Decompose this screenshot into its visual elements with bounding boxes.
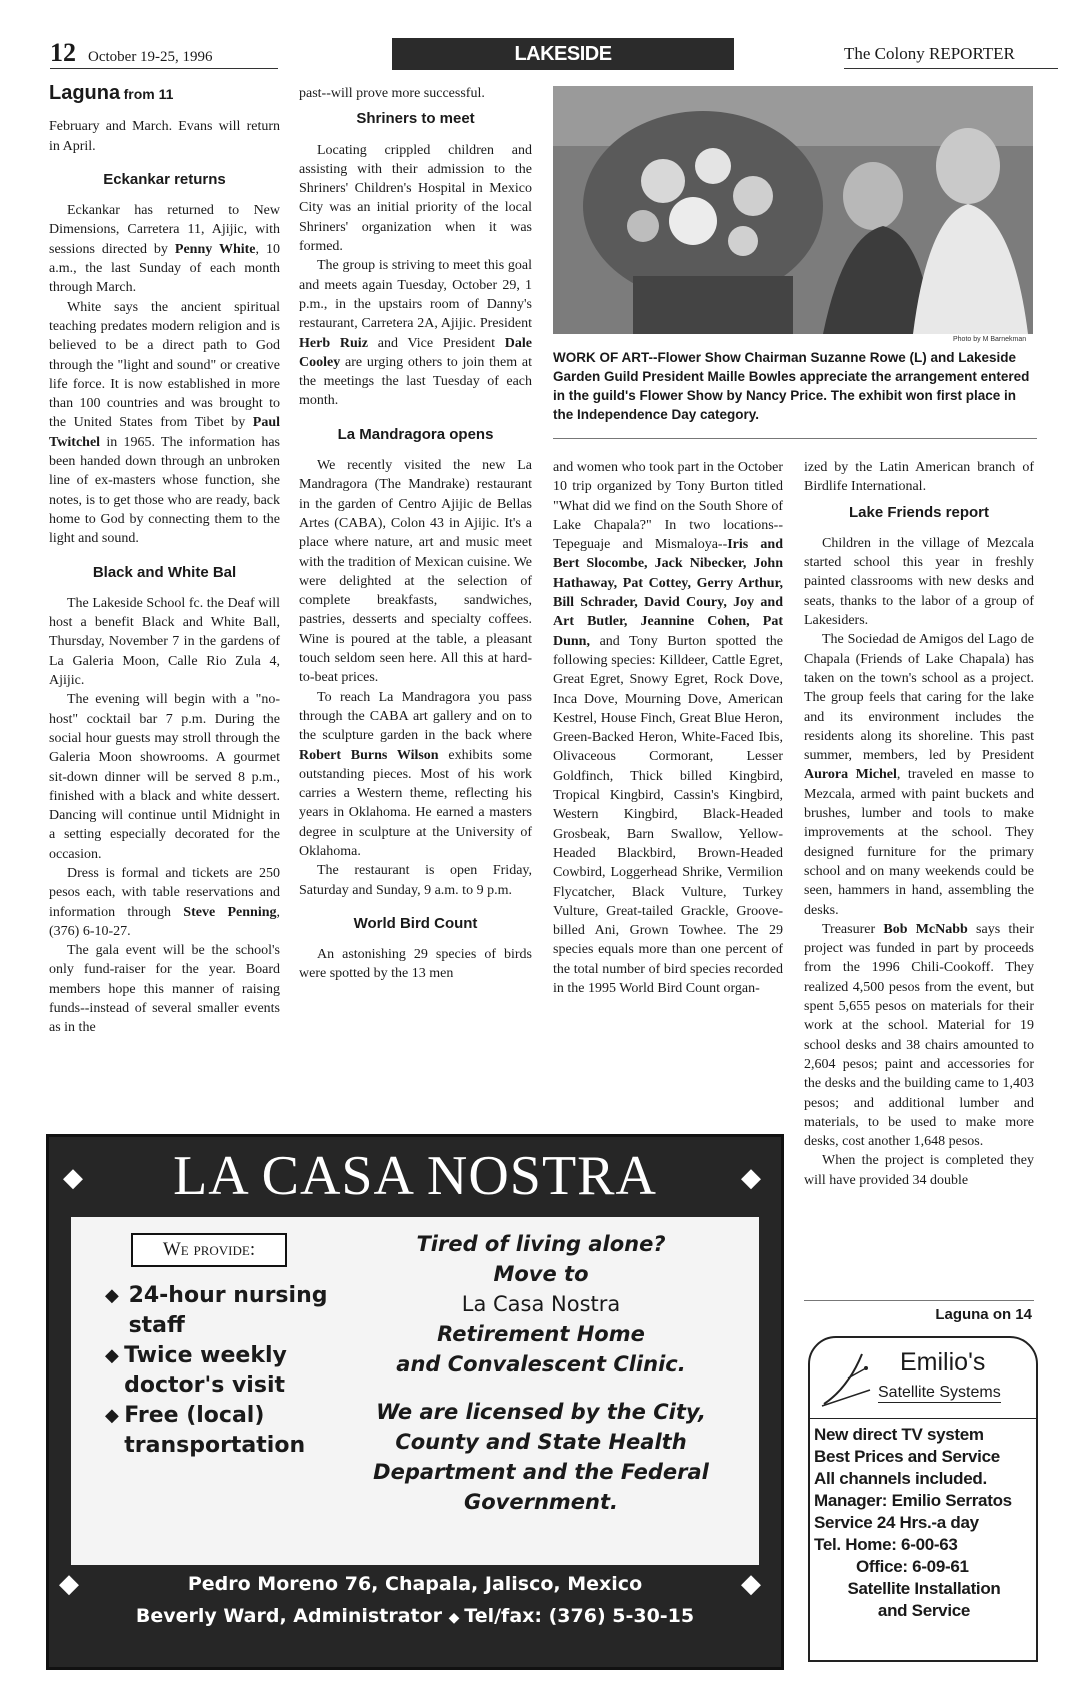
jump-rule: [804, 1300, 1034, 1301]
paragraph: Dress is formal and tickets are 250 pesos each, with table reservations and information through Steve Penning, (376) 6-10-27.: [49, 865, 281, 939]
column-1: [49, 84, 280, 1038]
ad-address: Pedro Moreno 76, Chapala, Jalisco, Mexico: [187, 1573, 643, 1595]
licensing-text: We are licensed by the City, County and State Health Department and the Federal Government.: [373, 1400, 709, 1514]
emilio-satellite-ad: [808, 1336, 1038, 1662]
detail-line: New direct TV system: [814, 1425, 984, 1444]
paragraph: The gala event will be the school's only fund-raiser for the year. Board members hope this manner of raising funds--instead of several smaller events as in the: [49, 943, 280, 1036]
phone-fax: Tel/fax: (376) 5-30-15: [464, 1605, 695, 1627]
ad-title: LA CASA NOSTRA: [173, 1145, 657, 1207]
bullet-diamond-icon: ◆: [105, 1345, 119, 1366]
we-provide-label: We provide:: [162, 1239, 256, 1260]
ad-content-panel: [71, 1217, 759, 1565]
office-phone: Office: 6-09-61: [856, 1557, 969, 1576]
home-type-2: and Convalescent Clinic.: [396, 1352, 686, 1376]
continuation-header: [49, 84, 280, 105]
paper-name: The Colony REPORTER: [844, 44, 1015, 63]
heading-black-white-ball: Black and White Bal: [92, 563, 237, 581]
detail-line: Manager: Emilio Serratos: [814, 1491, 1012, 1510]
casa-nostra-ad: [46, 1134, 784, 1670]
paragraph: and women who took part in the October 10 trip organized by Tony Burton titled "What did we find on the South Shore of Lake Chapala?" In two locations--Tepeguaje and Mismaloya--Iris and Bert Slocombe, Jack Nibecker, John Hathaway, Pat Cottey, Gerry Arthur, Bill Schrader, David Coury, Joy and Art Butler, Jeannine Cohen, Pat Dunn, and Tony Burton spotted the following species: Killdeer, Cattle Egret, Great Egret, Snowy Egret, Rock Dove, Inca Dove, Mourning Dove, American Kestrel, House Finch, Great Blue Heron, Green-Backed Heron, White-Faced Ibis, Olivaceous Cormorant, Lesser Goldfinch, Thick billed Kingbird, Tropical Kingbird, Cassin's Kingbird, Western Kingbird, Black-Headed Grosbeak, Barn Swallow, Yellow-Headed Blackbird, Brown-Headed Cowbird, Loggerhead Shrike, Vermilion Flycatcher, Black Vulture, Turkey Vulture, Great-tailed Grackle, Groove-billed Ani, Grown Towhee. The 29 species equals more than one percent of the total number of bird species recorded in the 1995 World Bird Count organ-: [553, 460, 783, 997]
section-banner: LAKESIDE: [392, 38, 734, 70]
continuation-from: from 11: [123, 86, 174, 102]
services-list: [105, 1281, 335, 1461]
paragraph: We recently visited the new La Mandragora (The Mandrake) restaurant in the garden of Centro Ajijic de Bellas Artes (CABA), Colon 43 in Ajijic. It's a place where nature, art and music meet with the tradition of Mexican cuisine. We were delighted at the selection of complete breakfasts, sandwiches, pastries, desserts and specialty coffees. Wine is poured at the table, a pleasant touch seldom seen here. All this at hard-to-beat prices.: [299, 458, 532, 686]
home-type-1: Retirement Home: [437, 1322, 645, 1346]
install-line-1: Satellite Installation: [847, 1579, 1001, 1598]
paragraph: White says the ancient spiritual teaching predates modern religion and is believed to be a direct path to God through the "light and sound" or creative life force. It is now established in more than 100 countries and was brought to the United States from Tibet by Paul Twitchel in 1965. The information has been handed down through an unbroken line of ex-masters whose function, she notes, is to get those who are ready, back home to God by connecting them to the light and sound.: [49, 299, 280, 547]
paragraph: The evening will begin with a "no-host" cocktail bar 7 p.m. During the social hour guests may stroll through the Galeria Moon showrooms. A gourmet sit-down dinner will be served 8 p.m., finished with a black and white dessert. Dancing will continue until Midnight in a setting especially decorated for the occasion.: [49, 692, 280, 862]
paragraph: The restaurant is open Friday, Saturday and Sunday, 9 a.m. to 9 p.m.: [299, 863, 532, 898]
service-item: ◆ Twice weekly doctor's visit: [105, 1341, 335, 1401]
bullet-diamond-icon: ◆: [105, 1285, 119, 1306]
caption-rule: [553, 438, 1037, 439]
paragraph: Eckankar has returned to New Dimensions, Carretera 11, Ajijic, with sessions directed by Penny White, 10 a.m., the last Sunday of each month through March.: [49, 203, 281, 296]
emilio-details: [814, 1424, 1034, 1622]
paragraph: When the project is completed they will have provided 34 double: [804, 1153, 1034, 1188]
detail-line: Tel. Home: 6-00-63: [814, 1535, 958, 1554]
ad-contact: [89, 1605, 741, 1627]
service-item: ◆ 24-hour nursing staff: [105, 1281, 335, 1341]
photo-image: [553, 86, 1033, 334]
paragraph: ized by the Latin American branch of Birdlife International.: [804, 460, 1034, 495]
ad-diamond-right: ◆: [741, 1163, 761, 1192]
column-4: [804, 458, 1034, 1190]
paragraph: To reach La Mandragora you pass through the CABA art gallery and on to the sculpture garden in the back where Robert Burns Wilson exhibits some outstanding pieces. Most of his work carries a Western theme, reflecting his years in Oklahoma. He earned a masters degree in sculpture at the University of Oklahoma.: [299, 689, 532, 859]
ad-footer-diamond-left: ◆: [59, 1569, 79, 1598]
paragraph: Children in the village of Mezcala started school this year in freshly painted classrooms with new desks and seats, thanks to the labor of a group of Lakesiders.: [804, 535, 1034, 629]
administrator: Beverly Ward, Administrator: [135, 1605, 443, 1627]
flower-show-photo: [553, 86, 1033, 334]
masthead-rule-left: [50, 68, 278, 69]
service-item: ◆ Free (local) transportation: [105, 1401, 335, 1461]
paragraph: An astonishing 29 species of birds were spotted by the 13 men: [299, 947, 532, 982]
photo-caption: WORK OF ART--Flower Show Chairman Suzanne Rowe (L) and Lakeside Garden Guild President Maille Bowles appreciate the arrangement entered in the guild's Flower Show by Nancy Price. The exhibit won first place in the Independence Day category.: [553, 350, 1030, 422]
issue-date: October 19-25, 1996: [88, 49, 213, 65]
ad-pitch: [341, 1229, 741, 1517]
detail-line: Service 24 Hrs.-a day: [814, 1513, 979, 1532]
home-name: La Casa Nostra: [461, 1292, 621, 1316]
masthead: [44, 36, 1060, 70]
detail-line: Best Prices and Service: [814, 1447, 1000, 1466]
jump-line: Laguna on 14: [935, 1306, 1032, 1323]
ad-footer-diamond-right: ◆: [741, 1569, 761, 1598]
paragraph: The group is striving to meet this goal and meets again Tuesday, October 29, 1 p.m., in the upstairs room of Danny's restaurant, Carretera 2A, Ajijic. President Herb Ruiz and Vice President Dale Cooley are urging others to join them at the meetings the last Tuesday of each month.: [299, 258, 533, 409]
ad-diamond-left: ◆: [63, 1163, 83, 1192]
bullet-diamond-icon: ◆: [105, 1405, 119, 1426]
column-3: [553, 458, 783, 998]
continuation-title: Laguna: [49, 82, 121, 104]
emilio-subtitle: Satellite Systems: [878, 1384, 1001, 1401]
column-2: [299, 84, 532, 984]
paragraph: past--will prove more successful.: [299, 86, 485, 101]
separator-diamond-icon: ◆: [448, 1610, 465, 1626]
satellite-dish-icon: [818, 1348, 874, 1410]
photo-credit: Photo by M Barnekman: [953, 336, 1027, 343]
page-number: 12: [50, 38, 76, 67]
masthead-rule-right: [844, 68, 1058, 69]
tagline-2: Move to: [493, 1262, 589, 1286]
laguna-continued-text: February and March. Evans will return in April.: [49, 119, 280, 154]
heading-eckankar: Eckankar returns: [103, 170, 226, 188]
paragraph: The Lakeside School fc. the Deaf will host a benefit Black and White Ball, Thursday, November 7 in the gardens of La Galeria Moon, Calle Rio Zula 4, Ajijic.: [49, 595, 280, 689]
detail-line: All channels included.: [814, 1469, 987, 1488]
heading-shriners: Shriners to meet: [356, 110, 475, 128]
emilio-rule: [810, 1418, 1036, 1419]
paragraph: Locating crippled children and assisting with their admission to the Shriners' Children's Hospital in Mexico City was an initial priority of the local Shriners' organization when it was formed.: [299, 142, 532, 255]
we-provide-box: [131, 1233, 287, 1267]
emilio-name: Emilio's: [900, 1348, 986, 1376]
paragraph: Treasurer Bob McNabb says their project was funded in part by proceeds from the 1996 Chili-Cookoff. They realized 4,500 pesos from the event, but spent 5,655 pesos on materials for their work at the school. Material for 19 school desks and 38 chairs amounted to 2,604 pesos; paint and accessories for the desks and the building came to 1,403 pesos; and additional lumber and materials, to be used to make more desks, cost another 1,648 pesos.: [804, 921, 1035, 1150]
paragraph: The Sociedad de Amigos del Lago de Chapala (Friends of Lake Chapala) has taken on the town's school as a project. The group feels that caring for the lake and its environment includes the residents along its shoreline. This past summer, members, led by President Aurora Michel, traveled en masse to Mezcala, armed with paint buckets and brushes, lumber and tools to make improvements at the school. They designed furniture for the primary school and on many weekends could be seen, hammers in hand, assembling the desks.: [804, 632, 1034, 918]
heading-world-bird-count: World Bird Count: [353, 914, 478, 932]
tagline-1: Tired of living alone?: [416, 1232, 666, 1256]
heading-lake-friends: Lake Friends report: [848, 503, 990, 521]
heading-mandragora: La Mandragora opens: [337, 425, 494, 443]
install-line-2: and Service: [877, 1601, 971, 1620]
